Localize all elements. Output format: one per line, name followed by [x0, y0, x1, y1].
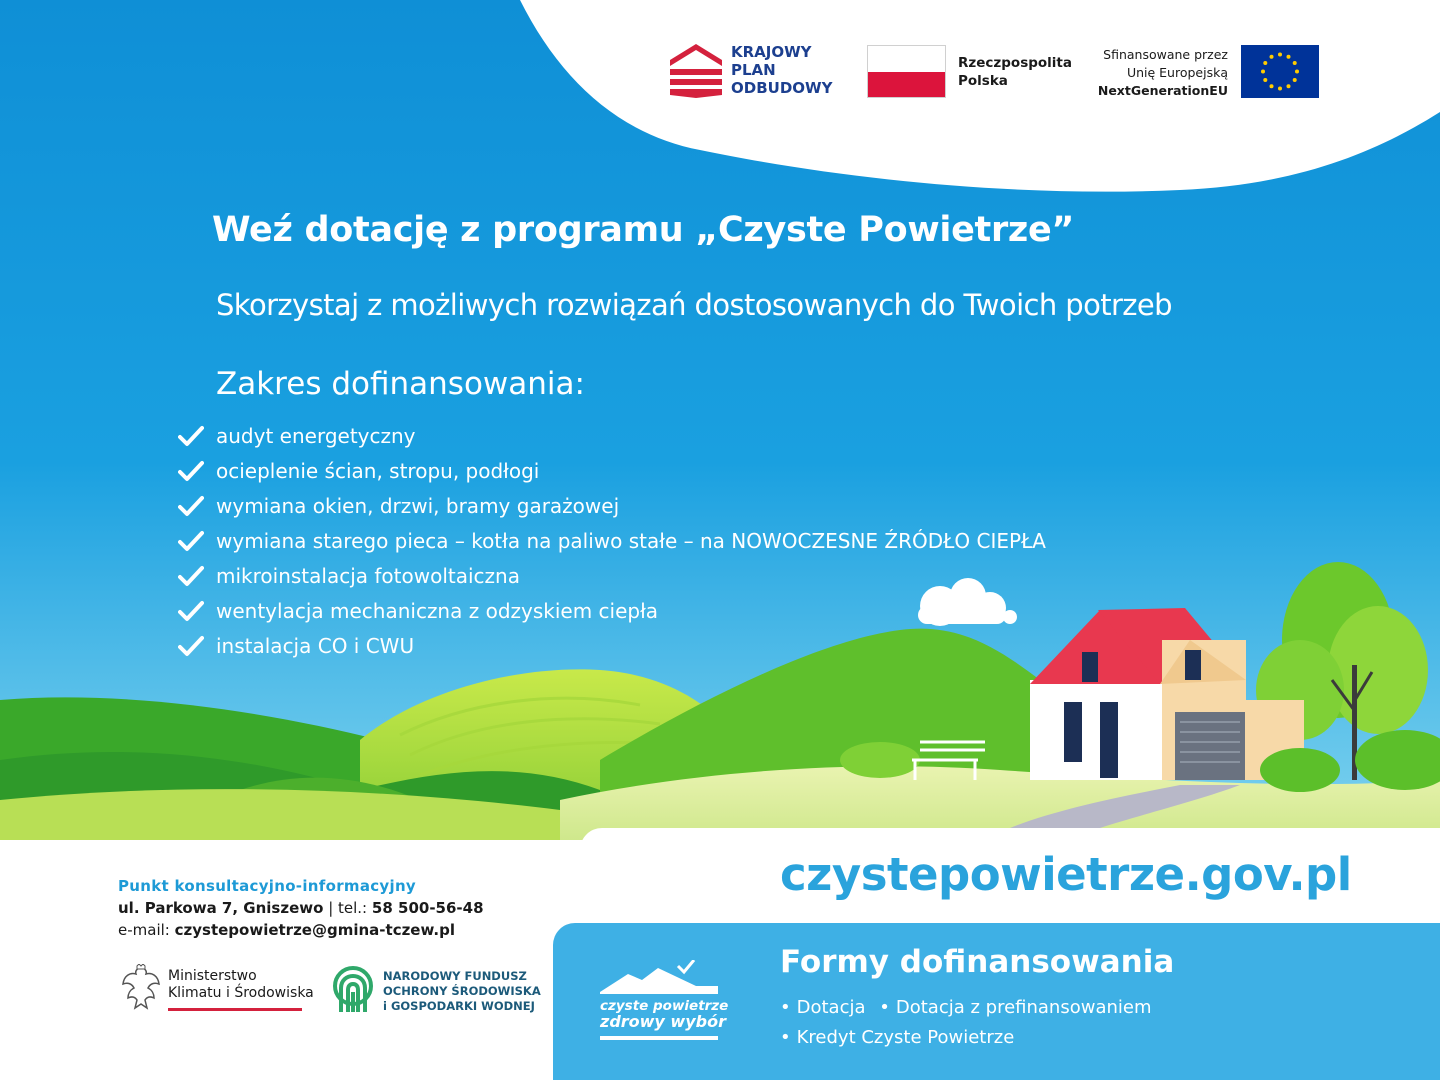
eu-star	[1293, 61, 1297, 65]
contact-email: e-mail: czystepowietrze@gmina-tczew.pl	[118, 921, 455, 939]
scope-list	[178, 418, 1046, 663]
form-item: Kredyt Czyste Powietrze	[796, 1027, 1015, 1048]
eu-star	[1270, 84, 1274, 88]
eu-star	[1278, 87, 1282, 91]
eu-star	[1287, 55, 1291, 59]
forms-line-1: • Dotacja • Dotacja z prefinansowaniem	[780, 997, 1152, 1018]
kpo-logo-icon	[670, 44, 722, 98]
eu-star	[1263, 78, 1267, 82]
ministry-underline	[168, 1008, 302, 1011]
scope-item: audyt energetyczny	[178, 418, 1046, 453]
eu-star	[1287, 84, 1291, 88]
eu-star	[1261, 70, 1265, 74]
scope-item: wymiana okien, drzwi, bramy garażowej	[178, 488, 1046, 523]
main-title: Weź dotację z programu „Czyste Powietrze”	[212, 210, 1075, 250]
poland-label: Rzeczpospolita Polska	[958, 55, 1072, 89]
scope-item: mikroinstalacja fotowoltaiczna	[178, 558, 1046, 593]
eu-funding-label: Sfinansowane przez Unię Europejską NextGenerationEU	[1097, 47, 1228, 98]
program-logo-text: czyste powietrze zdrowy wybór	[600, 998, 729, 1031]
contact-heading: Punkt konsultacyjno-informacyjny	[118, 877, 417, 895]
eu-star	[1293, 78, 1297, 82]
scope-heading: Zakres dofinansowania:	[216, 366, 585, 402]
eu-star	[1278, 53, 1282, 57]
checkmark-icon	[178, 460, 204, 482]
forms-heading: Formy dofinansowania	[780, 944, 1175, 980]
eu-star	[1295, 70, 1299, 74]
website-link[interactable]: czystepowietrze.gov.pl	[780, 848, 1352, 901]
scope-item: wymiana starego pieca – kotła na paliwo stałe – na NOWOCZESNE ŹRÓDŁO CIEPŁA	[178, 523, 1046, 558]
checkmark-icon	[178, 530, 204, 552]
contact-address: ul. Parkowa 7, Gniszewo | tel.: 58 500-56-48	[118, 899, 484, 917]
eu-star	[1263, 61, 1267, 65]
forms-line-2: • Kredyt Czyste Powietrze	[780, 1027, 1015, 1048]
scope-item: ocieplenie ścian, stropu, podłogi	[178, 453, 1046, 488]
poland-flag-icon	[867, 45, 946, 98]
nfos-emblem-icon	[331, 966, 375, 1014]
checkmark-icon	[178, 635, 204, 657]
scope-item: instalacja CO i CWU	[178, 628, 1046, 663]
checkmark-icon	[178, 600, 204, 622]
form-item: Dotacja z prefinansowaniem	[895, 997, 1152, 1018]
eagle-emblem-icon	[120, 964, 162, 1014]
eu-star	[1270, 55, 1274, 59]
eu-flag-icon	[1241, 45, 1319, 98]
form-item: Dotacja	[796, 997, 866, 1018]
subtitle: Skorzystaj z możliwych rozwiązań dostosowanych do Twoich potrzeb	[216, 288, 1172, 322]
checkmark-icon	[178, 425, 204, 447]
contact-phone[interactable]: 58 500-56-48	[371, 899, 484, 917]
kpo-logo-text: KRAJOWY PLAN ODBUDOWY	[731, 43, 833, 97]
email-link[interactable]: czystepowietrze@gmina-tczew.pl	[174, 921, 455, 939]
checkmark-icon	[178, 565, 204, 587]
checkmark-icon	[178, 495, 204, 517]
scope-item: wentylacja mechaniczna z odzyskiem ciepła	[178, 593, 1046, 628]
